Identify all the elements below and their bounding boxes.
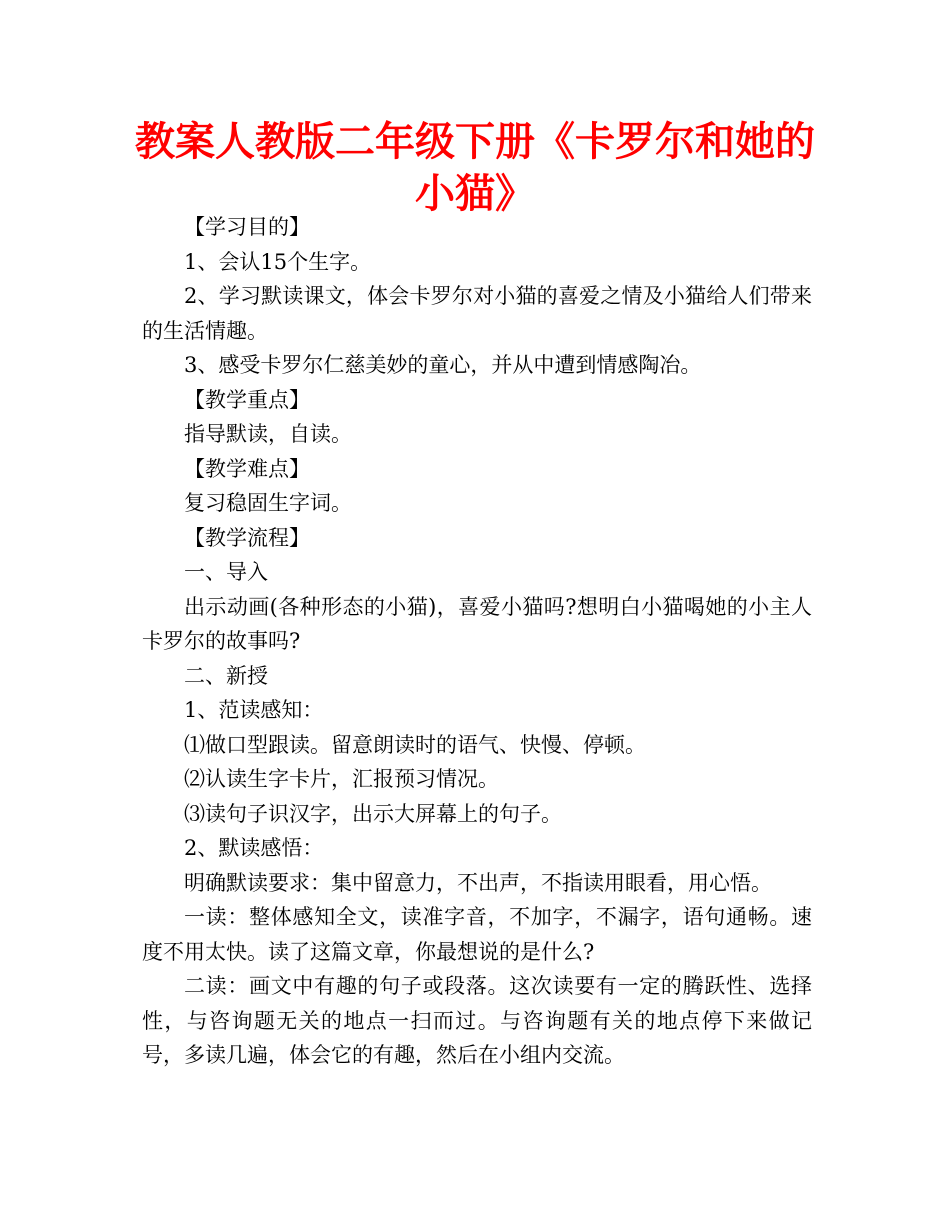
sub-step-heading: 1、范读感知： <box>184 698 324 722</box>
process-step-heading: 二、新授 <box>184 663 268 688</box>
list-item: ⑵认读生字卡片，汇报预习情况。 <box>184 767 499 791</box>
paragraph: 一读：整体感知全文，读准字音，不加字，不漏字，语句通畅。速度不用太快。读了这篇文章，你最想说的是什么? <box>142 905 812 964</box>
document-title: 教案人教版二年级下册《卡罗尔和她的小猫》 <box>135 119 815 217</box>
section-heading-process: 【教学流程】 <box>184 525 310 550</box>
objective-item: 3、感受卡罗尔仁慈美妙的童心，并从中遭到情感陶冶。 <box>184 353 702 377</box>
document-body <box>142 210 812 1073</box>
paragraph: 出示动画(各种形态的小猫)，喜爱小猫吗?想明白小猫喝她的小主人卡罗尔的故事吗? <box>142 594 812 653</box>
key-points-text: 指导默读，自读。 <box>184 422 352 446</box>
paragraph: 明确默读要求：集中留意力，不出声，不指读用眼看，用心悟。 <box>184 870 772 895</box>
sub-step-heading: 2、默读感悟： <box>184 836 324 860</box>
objective-item: 2、学习默读课文，体会卡罗尔对小猫的喜爱之情及小猫给人们带来的生活情趣。 <box>142 284 812 343</box>
list-item: ⑴做口型跟读。留意朗读时的语气、快慢、停顿。 <box>184 732 646 757</box>
section-heading-key-points: 【教学重点】 <box>184 387 310 412</box>
list-item: ⑶读句子识汉字，出示大屏幕上的句子。 <box>184 801 562 826</box>
process-step-heading: 一、导入 <box>184 560 268 584</box>
section-heading-difficulties: 【教学难点】 <box>184 456 310 481</box>
objective-item: 1、会认15个生字。 <box>184 249 372 274</box>
section-heading-objectives: 【学习目的】 <box>184 215 310 239</box>
difficulties-text: 复习稳固生字词。 <box>184 491 352 515</box>
paragraph: 二读：画文中有趣的句子或段落。这次读要有一定的腾跃性、选择性，与咨询题无关的地点一扫而过。与咨询题有关的地点停下来做记号，多读几遍，体会它的有趣，然后在小组内交流。 <box>142 974 812 1067</box>
